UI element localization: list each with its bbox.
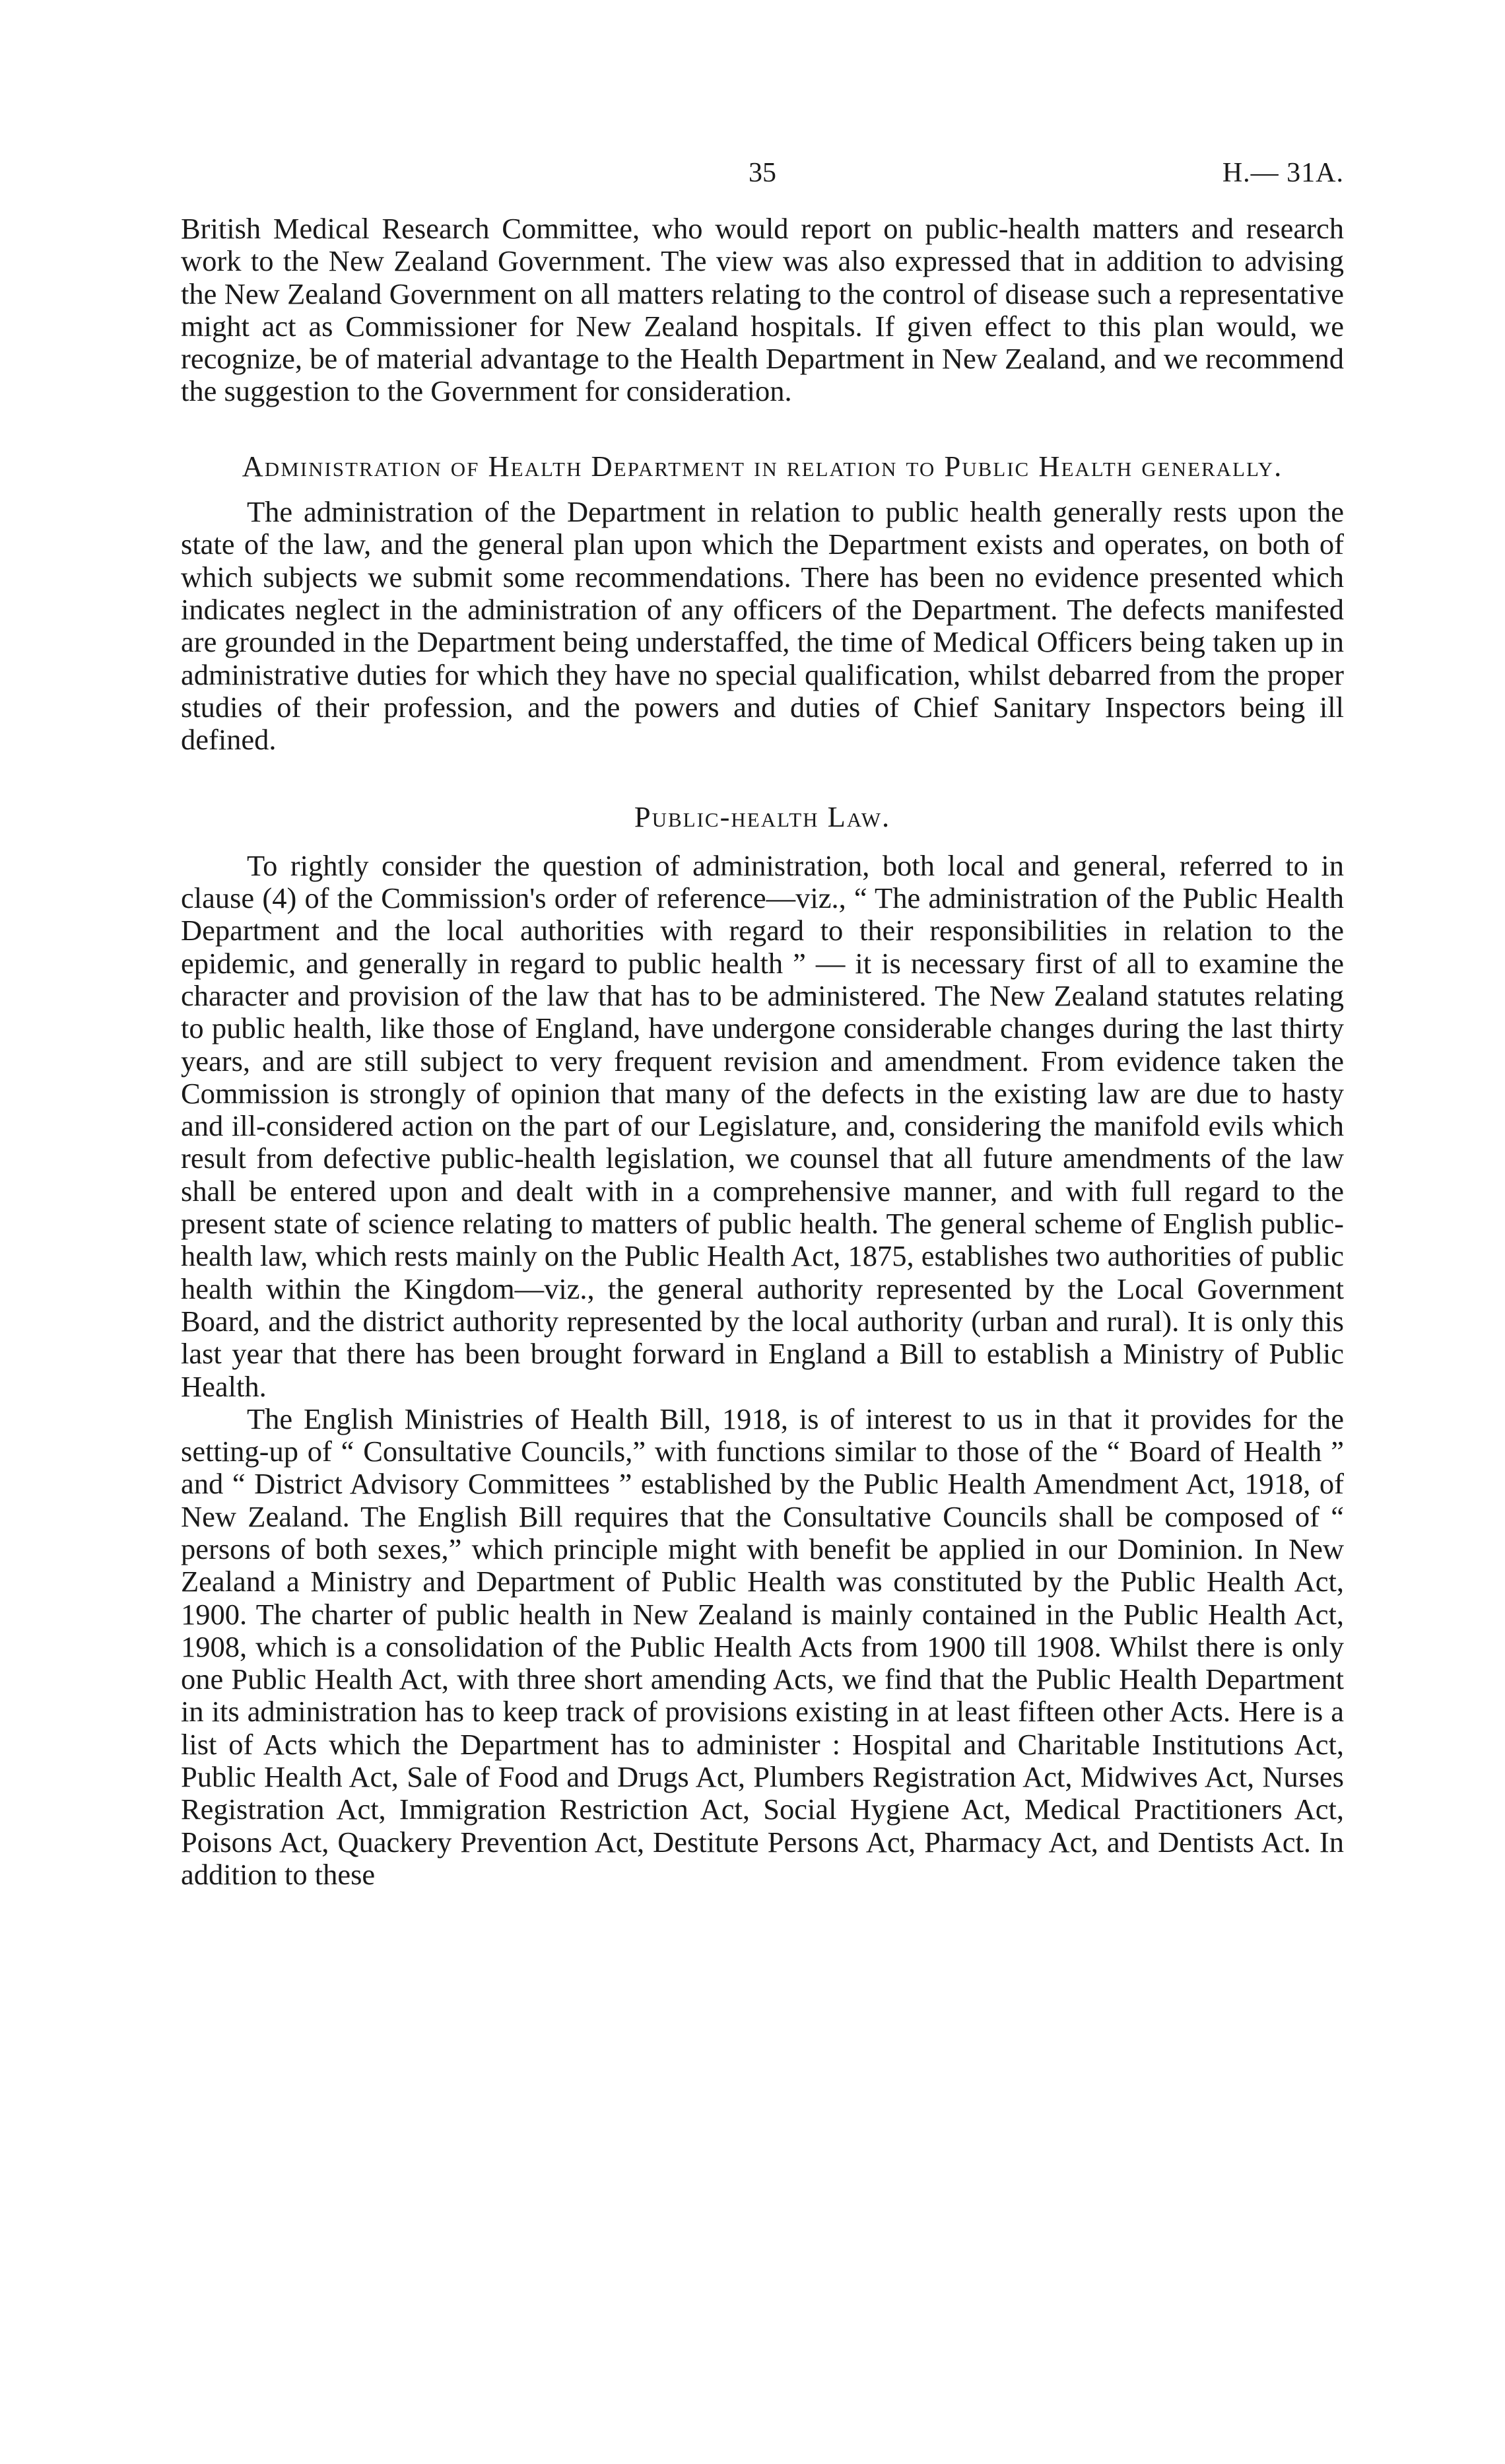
body-text <box>181 213 1344 1891</box>
document-reference: H.— 31A. <box>1222 158 1344 188</box>
section-heading-administration: Administration of Health Department in relation to Public Health generally. <box>242 449 1283 483</box>
intro-paragraph: British Medical Research Committee, who would report on public-health matters and research work to the New Zealand Government. The view was also expressed that in addition to advising the New Zealand Government on all matters relating to the control of disease such a representative might act as Commissioner for New Zealand hospitals. If given effect to this plan would, we recognize, be of material advantage to the Health Department in New Zealand, and we recommend the suggestion to the Government for consideration. <box>181 212 1344 408</box>
page-number: 35 <box>749 158 776 188</box>
administration-paragraph: The administration of the Department in relation to public health generally rests upon the state of the law, and the general plan upon which the Department exists and operates, on both of which subjects we submit some recommendations. There has been no evidence presented which indicates neglect in the administration of any officers of the Department. The defects manifested are grounded in the Department being understaffed, the time of Medical Officers being taken up in administrative duties for which they have no special qualification, whilst debarred from the proper studies of their profession, and the powers and duties of Chief Sanitary Inspectors being ill defined. <box>181 495 1344 757</box>
section-heading-public-health-law: Public-health Law. <box>634 800 891 834</box>
public-health-law-paragraph-2: The English Ministries of Health Bill, 1918, is of interest to us in that it provides for the setting-up of “ Consultative Councils,” with functions similar to those of the “ Board of Health ” and “ District Advisory Committees ” established by the Public Health Amendment Act, 1918, of New Zealand. The English Bill requires that the Consultative Councils shall be composed of “ persons of both sexes,” which principle might with benefit be applied in our Dominion. In New Zealand a Ministry and Department of Public Health was constituted by the Public Health Act, 1900. The charter of public health in New Zealand is mainly contained in the Public Health Act, 1908, which is a consolidation of the Public Health Acts from 1900 till 1908. Whilst there is only one Public Health Act, with three short amending Acts, we find that the Public Health Department in its administration has to keep track of provisions existing in at least fifteen other Acts. Here is a list of Acts which the Department has to administer : Hospital and Charitable Institutions Act, Public Health Act, Sale of Food and Drugs Act, Plumbers Registration Act, Midwives Act, Nurses Registration Act, Immigration Restriction Act, Social Hygiene Act, Medical Practitioners Act, Poisons Act, Quackery Prevention Act, Destitute Persons Act, Pharmacy Act, and Dentists Act. In addition to these <box>181 1402 1344 1891</box>
page-header <box>181 157 1344 197</box>
public-health-law-paragraph-1: To rightly consider the question of administration, both local and general, referred to in clause (4) of the Commission's order of reference—viz., “ The administration of the Public Health Department and the local authorities with regard to their responsibilities in relation to the epidemic, and generally in regard to public health ” — it is necessary first of all to examine the character and provision of the law that has to be administered. The New Zealand statutes relating to public health, like those of England, have undergone considerable changes during the last thirty years, and are still subject to very frequent revision and amendment. From evidence taken the Commission is strongly of opinion that many of the defects in the existing law are due to hasty and ill-considered action on the part of our Legislature, and, considering the manifold evils which result from defective public-health legislation, we counsel that all future amendments of the law shall be entered upon and dealt with in a comprehensive manner, and with full regard to the present state of science relating to matters of public health. The general scheme of English public-health law, which rests mainly on the Public Health Act, 1875, establishes two authorities of public health within the Kingdom—viz., the general authority represented by the Local Government Board, and the district authority represented by the local authority (urban and rural). It is only this last year that there has been brought forward in England a Bill to establish a Ministry of Public Health. <box>181 848 1344 1403</box>
